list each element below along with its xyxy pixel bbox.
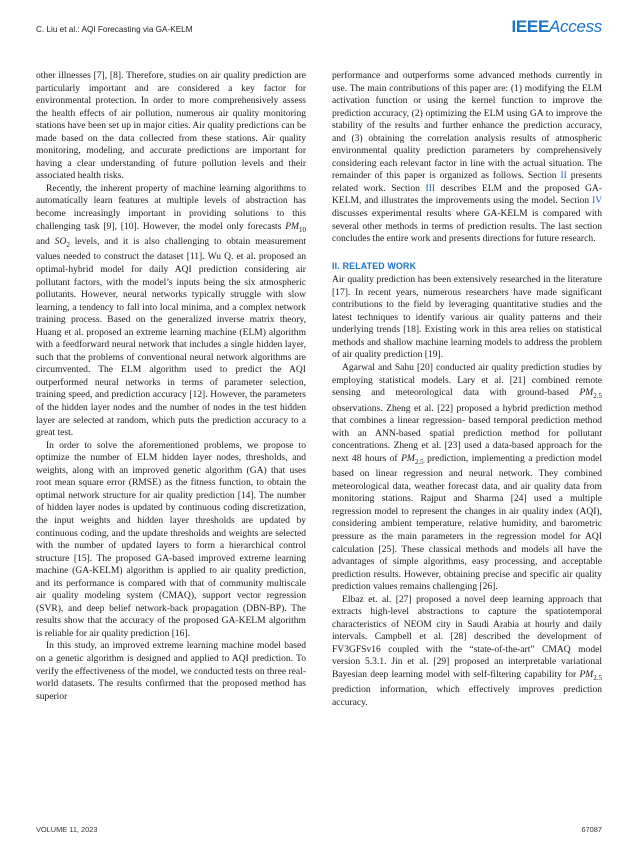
logo-ieee-text: IEEE: [511, 17, 549, 36]
math-pm10: [285, 221, 306, 232]
math-subscript: 2: [66, 240, 70, 249]
paragraph: other illnesses [7], [8]. Therefore, studies on air quality prediction are particularly important and are considered a key factor for environmental protection. In order to more comprehensively assess the health effects of air pollution, numerous air quality monitoring stations have been set up in major cities. Air quality predictions can be made based on the data collected from these stations. Air quality monitoring, modeling, and accurate predictions are important for having a clear understanding of future pollution levels and their associated health risks.: [36, 70, 306, 182]
logo-access-text: Access: [549, 17, 602, 36]
math-symbol: PM: [401, 452, 415, 464]
math-symbol: PM: [579, 668, 594, 680]
paragraph: [332, 594, 602, 710]
text-span: performance and outperforms some advanced methods currently in use. The main contributions of this paper are: (1) modifying the ELM activation function or using the kernel function to improve the prediction accuracy, (2) optimizing the ELM using GA to improve the stability of the results and further enhance the prediction accuracy, and (3) obtaining the correlation analysis results of atmospheric environmental quality prediction parameters by comprehensively considering each relevant factor in line with the actual situation. The remainder of this paper is organized as follows. Section: [332, 70, 602, 182]
math-pm25: [401, 453, 424, 464]
paragraph: In this study, an improved extreme learning machine model based on a genetic algorithm is designed and applied to AQI prediction. To verify the effectiveness of the model, we conducted tests on three real-world datasets. The results confirmed that the proposed method has superior: [36, 640, 306, 702]
paragraph: In order to solve the aforementioned problems, we propose to optimize the number of ELM hidden layer nodes, thresholds, and weights, along with an improved genetic algorithm (GA) that uses root mean square error (RMSE) as the fitness function, to obtain the optimal network structure for air quality prediction [14]. The number of hidden layer nodes is updated by continuous coding discretization, the input weights and hidden layer thresholds are updated by continuous coding, and the update thresholds and weights are selected with the number of updated layers to form a hierarchical control structure [15]. The proposed GA-based improved extreme learning machine (GA-KELM) algorithm is applied to air quality prediction, and its performance is compared with that of community multiscale air quality modeling system (CMAQ), support vector regression (SVR), and deep belief network-back propagation (DBN-BP). The results show that the accuracy of the proposed GA-KELM algorithm is reliable for air quality prediction [16].: [36, 439, 306, 639]
text-span: presents related work. Section: [332, 170, 603, 194]
paragraph: [36, 183, 306, 440]
math-symbol: PM: [285, 220, 299, 232]
right-column: [332, 70, 602, 710]
math-pm25: [579, 387, 602, 401]
math-so2: [55, 236, 70, 247]
math-subscript: 2.5: [593, 673, 602, 682]
left-column: [36, 70, 306, 703]
section-link-iv[interactable]: IV: [592, 195, 602, 207]
footer-volume: VOLUME 11, 2023: [36, 825, 98, 834]
text-span: prediction, implementing a prediction model based on linear regression and neural network. They combined meteorological data, weather forecast data, and air quality data from monitoring stations. Rajput and Sharma [24] used a multiple regression model to represent the changes in air quality index (AQI), considering ambient temperature, relative humidity, and barometric pressure as the main parameters in the regression model for AQI calculation [25]. These classical methods and models all have the advantages of simple algorithms, easy processing, and acceptable prediction results. However, obtaining precise and specific air quality prediction values remains challenging [26].: [332, 452, 602, 593]
text-span: levels, and it is also challenging to obtain measurement values needed to construct the dataset [11]. Wu Q. et al. proposed an optimal-hybrid model for daily AQI prediction considering air pollutant factors, with the model’s inputs being the six atmospheric pollutants. However, neural networks typically struggle with slow learning, a tendency to fall into local minima, and a complex network training process. Based on the generalized inverse matrix theory, Huang et al. proposed an extreme learning machine (ELM) algorithm with a feedforward neural network that includes a single hidden layer, such that the problems of conventional neural network algorithms are circumvented. The ELM algorithm used to predict the AQI outperformed neural networks in terms of parameter selection, training speed, and prediction accuracy [12]. However, the parameters of the hidden layer nodes and the number of nodes in the test hidden layer are selected at random, which puts the prediction accuracy to a great test.: [36, 236, 306, 439]
math-symbol: PM: [579, 387, 594, 399]
text-span: Recently, the inherent property of machine learning algorithms to automatically learn features at multiple levels of abstraction has become increasingly important in providing solutions to this challenging task [9], [10]. However, the model only forecasts: [36, 182, 306, 232]
text-span: describes ELM and the proposed GA-KELM, and illustrates the improvements using the model. Section: [332, 182, 602, 207]
running-head: C. Liu et al.: AQI Forecasting via GA-KELM: [36, 25, 193, 34]
footer-page-number: 67087: [581, 825, 602, 834]
text-span: prediction information, which effectively improves prediction accuracy.: [332, 684, 602, 708]
math-symbol: SO: [54, 236, 67, 248]
section-heading: II. RELATED WORK: [332, 260, 417, 271]
paragraph: Air quality prediction has been extensively researched in the literature [17]. In recent years, numerous researchers have made significant contributions to the field by leveraging quantitative studies and the latest techniques to identify various air quality patterns and their underlying trends [18]. Existing work in this area relies on statistical methods and shallow machine learning models to address the problem of air quality prediction [19].: [332, 274, 602, 361]
paragraph: [332, 362, 602, 594]
text-span: observations. Zheng et al. [22] proposed a hybrid prediction method that combines a linear regression- based temporal prediction method with an ANN-based spatial prediction method for pollutant concentrations. Zheng et al. [23] used a data-based approach for the next 48 hours of: [332, 402, 602, 464]
text-span: discusses experimental results where GA-KELM is compared with several other methods in terms of prediction results. The last section concludes the entire work and presents directions for future research.: [332, 208, 602, 245]
math-subscript: 10: [299, 225, 306, 234]
section-link-iii[interactable]: III: [425, 182, 436, 194]
text-span: Elbaz et. al. [27] proposed a novel deep learning approach that extracts high-level abstractions to capture the spatiotemporal characteristics of NEOM city in Saudi Arabia at hourly and daily intervals. Campbell et al. [28] described the development of FV3GFSv16 coupled with the “state-of-the-art” CMAQ model version 5.3.1. Jin et al. [29] proposed an interpretable variational Bayesian deep learning model with self-filtering capability for: [332, 593, 602, 680]
section-link-ii[interactable]: II: [560, 170, 567, 182]
math-subscript: 2.5: [414, 457, 424, 466]
text-span: and: [36, 236, 55, 248]
text-span: Agarwal and Sahu [20] conducted air quality prediction studies by employing statistical models. Lary et al. [21] combined remote sensing and meteorological data with ground-based: [332, 362, 602, 399]
paragraph: [332, 70, 602, 246]
math-pm25: [579, 669, 602, 680]
journal-logo: [511, 17, 602, 37]
math-subscript: 2.5: [593, 392, 602, 401]
